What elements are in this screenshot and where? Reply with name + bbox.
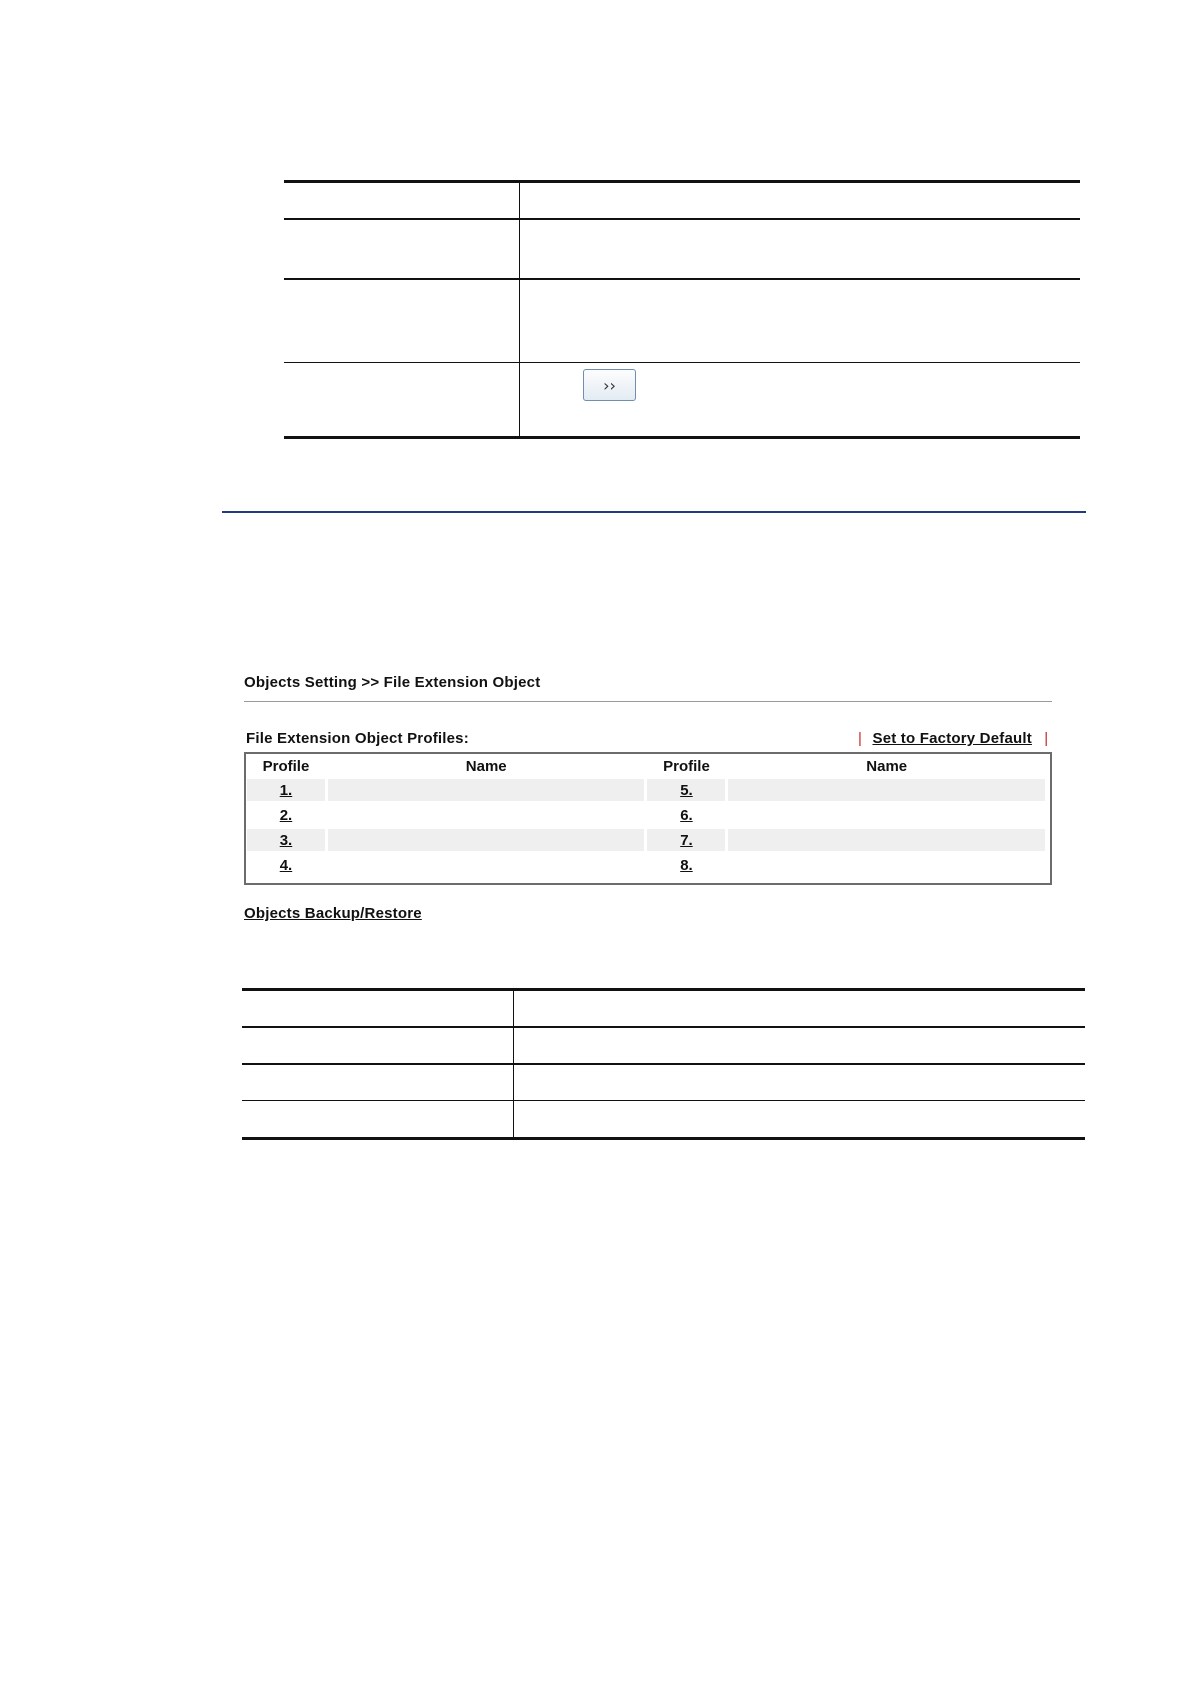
profile-link-7[interactable]: 7. <box>680 831 693 849</box>
profiles-table <box>244 752 1052 885</box>
name-cell <box>728 829 1045 851</box>
table-row <box>247 854 1045 876</box>
table-row-divider <box>284 278 1080 280</box>
table-row <box>247 804 1045 826</box>
bottom-description-table <box>242 988 1085 1140</box>
table-bottom-rule <box>284 436 1080 439</box>
separator: | <box>1044 730 1049 747</box>
profile-link-4[interactable]: 4. <box>279 856 293 874</box>
profile-cell <box>647 779 725 801</box>
name-cell <box>728 779 1045 801</box>
name-cell <box>328 854 645 876</box>
table-row-divider <box>284 362 1080 363</box>
table-top-rule <box>284 180 1080 183</box>
table-row <box>247 779 1045 801</box>
factory-default-bar <box>858 730 1048 747</box>
profiles-title: File Extension Object Profiles: <box>246 730 469 747</box>
profile-link-5[interactable]: 5. <box>680 781 693 799</box>
separator: | <box>858 730 863 747</box>
section-rule <box>222 511 1086 513</box>
breadcrumb-divider <box>244 701 1052 702</box>
table-row-divider <box>242 1026 1085 1028</box>
profile-link-2[interactable]: 2. <box>279 806 293 824</box>
name-cell <box>728 804 1045 826</box>
breadcrumb: Objects Setting >> File Extension Object <box>244 674 541 691</box>
profile-cell <box>647 829 725 851</box>
top-description-table <box>284 180 1080 439</box>
profile-link-8[interactable]: 8. <box>680 856 693 874</box>
profile-link-3[interactable]: 3. <box>279 831 293 849</box>
table-column-divider <box>513 988 514 1140</box>
table-row-divider <box>242 1100 1085 1101</box>
column-header-name: Name <box>866 757 908 775</box>
set-to-factory-default-link[interactable]: Set to Factory Default <box>872 730 1032 747</box>
profile-cell <box>647 804 725 826</box>
column-header-name: Name <box>465 757 507 775</box>
name-cell <box>728 854 1045 876</box>
table-column-divider <box>519 180 520 439</box>
objects-backup-restore-link[interactable]: Objects Backup/Restore <box>244 905 422 922</box>
profile-cell <box>247 829 325 851</box>
profile-cell <box>247 779 325 801</box>
table-bottom-rule <box>242 1137 1085 1140</box>
table-top-rule <box>242 988 1085 991</box>
profile-link-6[interactable]: 6. <box>680 806 693 824</box>
column-header-profile: Profile <box>262 757 310 775</box>
table-row <box>247 829 1045 851</box>
name-cell <box>328 829 645 851</box>
table-row-divider <box>284 218 1080 220</box>
profile-cell <box>647 854 725 876</box>
name-cell <box>328 779 645 801</box>
name-cell <box>328 804 645 826</box>
table-row-divider <box>242 1063 1085 1065</box>
profile-cell <box>247 804 325 826</box>
column-header-profile: Profile <box>663 757 710 775</box>
profile-link-1[interactable]: 1. <box>279 781 293 799</box>
profile-cell <box>247 854 325 876</box>
more-button[interactable]: ›› <box>583 369 636 401</box>
table-header-row <box>247 756 1045 776</box>
